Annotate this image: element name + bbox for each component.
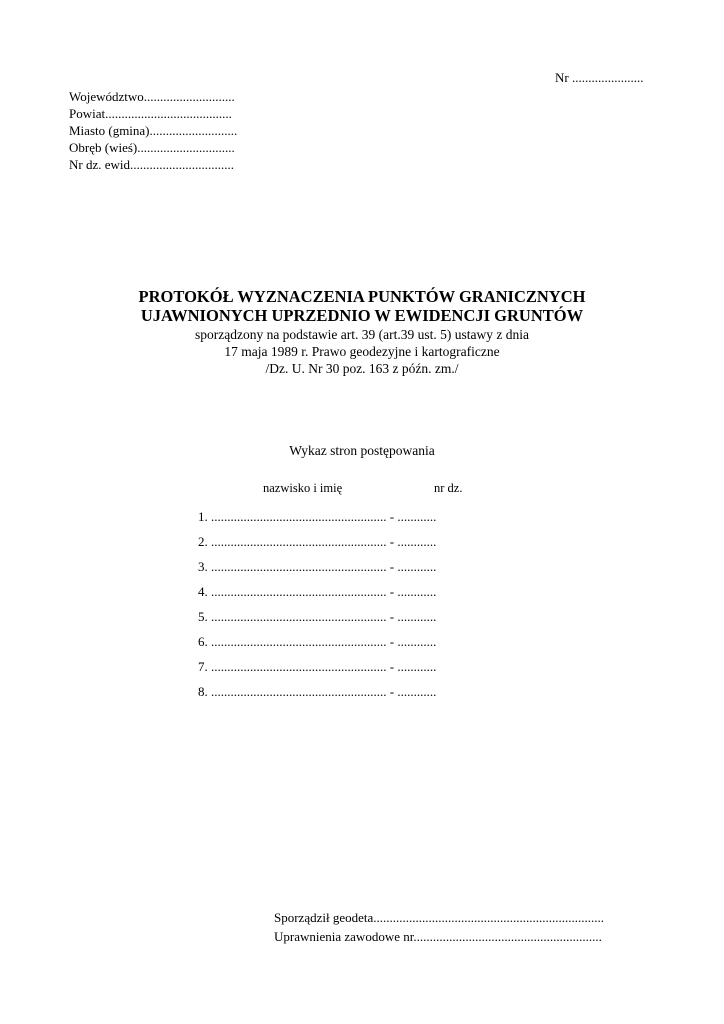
license-number-field: Uprawnienia zawodowe nr..........................................................	[274, 929, 602, 944]
precinct-village-field: Obręb (wieś)..............................	[69, 140, 235, 155]
surveyor-signature-field: Sporządził geodeta.......................................................................	[274, 910, 605, 925]
party-row: 5. ...................................................... - ............	[198, 609, 437, 624]
county-field: Powiat.......................................	[69, 106, 232, 121]
document-number-field: Nr ......................	[555, 70, 644, 85]
parties-list-title: Wykaz stron postępowania	[289, 443, 435, 458]
party-row: 3. ...................................................... - ............	[198, 559, 437, 574]
party-row: 4. ...................................................... - ............	[198, 584, 437, 599]
legal-basis-line-1: sporządzony na podstawie art. 39 (art.39 ust. 5) ustawy z dnia	[194, 327, 530, 342]
voivodeship-field: Województwo............................	[69, 89, 235, 104]
legal-basis-line-3: /Dz. U. Nr 30 poz. 163 z późn. zm./	[265, 361, 459, 376]
city-municipality-field: Miasto (gmina)...........................	[69, 123, 238, 138]
document-title-line-2: UJAWNIONYCH UPRZEDNIO W EWIDENCJI GRUNTÓW	[140, 306, 584, 325]
party-row: 2. ...................................................... - ............	[198, 534, 437, 549]
column-header-parcel-number: nr dz.	[434, 481, 463, 495]
document-title-line-1: PROTOKÓŁ WYZNACZENIA PUNKTÓW GRANICZNYCH	[138, 287, 586, 306]
parcel-number-field: Nr dz. ewid................................	[69, 157, 235, 172]
party-row: 8. ...................................................... - ............	[198, 684, 437, 699]
column-header-name: nazwisko i imię	[263, 481, 343, 495]
legal-basis-line-2: 17 maja 1989 r. Prawo geodezyjne i kartograficzne	[224, 344, 500, 359]
party-row: 7. ...................................................... - ............	[198, 659, 437, 674]
party-row: 6. ...................................................... - ............	[198, 634, 437, 649]
party-row: 1. ...................................................... - ............	[198, 509, 437, 524]
